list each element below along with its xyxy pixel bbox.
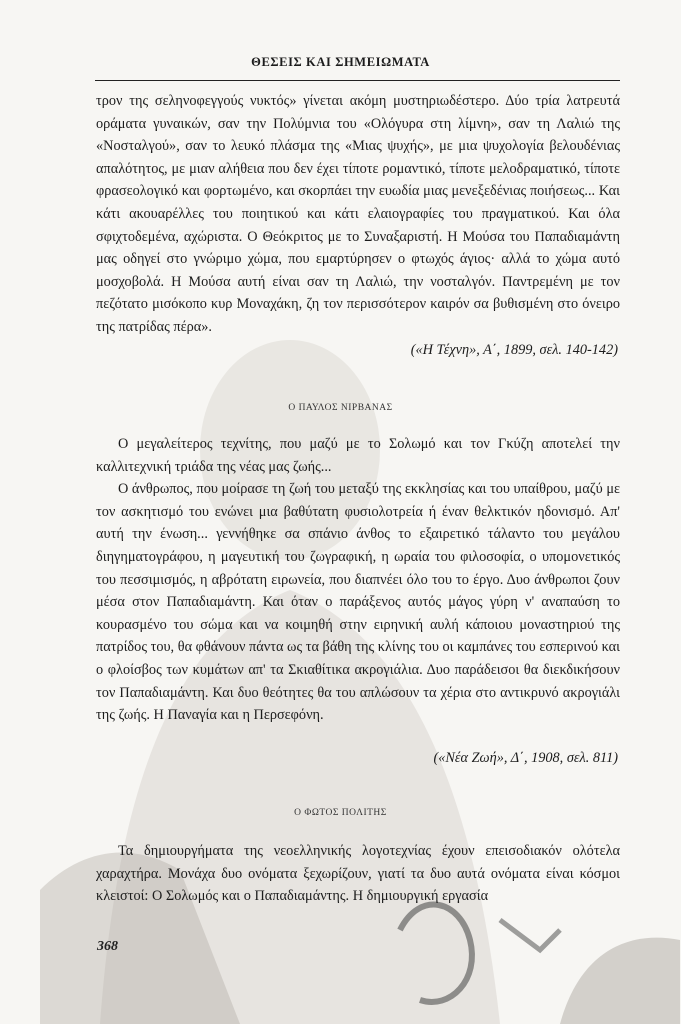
section-2: [96, 433, 620, 769]
section-3-author: Ο ΦΩΤΟΣ ΠΟΛΙΤΗΣ: [294, 808, 387, 818]
page-number: 368: [97, 939, 118, 954]
header-rule: [95, 80, 620, 81]
section-3: [96, 840, 620, 908]
section-1-paragraph: τρον της σεληνοφεγγούς νυκτός» γίνεται ακόμη μυστηριωδέστερο. Δύο τρία λατρευτά οράματα γυναικών, σαν την Πολύμνια του «Ολόγυρα στη λίμνη», σαν τη Λαλιώ της «Νοσταλγού», σαν το λευκό πλάσμα της «Μιας ψυχής», με μια ψυχολογία βελουδένιας απαλότητος, με μιαν αλήθεια που δεν έχει τίποτε ρομαντικό, τίποτε μελοδραματικό, τίποτε φρασεολογικό και φορτωμένο, και σκορπάει την ευωδία μιας μενεξεδένιας ποιήσεως... Και κάτι ακουαρέλλες του ποιητικού και κάτι ελαιογραφίες του πραγματικού. Και όλα σφιχτοδεμένα, αχώριστα. Ο Θεόκριτος με το Συναξαριστή. Η Μούσα του Παπαδιαμάντη μας οδηγεί στο γνώριμο χώμα, που εμαρτύρησεν ο φτωχός άγιος· αλλά το χώμα αυτό μοσχοβολά. Η Μούσα αυτή είναι σαν τη Λαλιώ, την νοσταλγόν. Παντρεμένη με τον πεζότατο μισόκοπο κυρ Μοναχάκη, ζη τον περισσότερον καιρόν σα βυθισμένη στο όνειρο της πατρίδας πέρα».: [96, 93, 620, 335]
running-header-title: ΘΕΣΕΙΣ ΚΑΙ ΣΗΜΕΙΩΜΑΤΑ: [251, 55, 430, 69]
section-1-citation: («Η Τέχνη», Α΄, 1899, σελ. 140-142): [410, 341, 618, 358]
section-2-citation: («Νέα Ζωή», Δ΄, 1908, σελ. 811): [433, 749, 618, 766]
section-1: [96, 90, 620, 361]
section-2-paragraph-1: Ο μεγαλείτερος τεχνίτης, που μαζύ με το Σολωμό και τον Γκύζη αποτελεί την καλλιτεχνική τριάδα της νέας μας ζωής...: [96, 436, 620, 475]
section-2-paragraph-2: Ο άνθρωπος, που μοίρασε τη ζωή του μεταξύ της εκκλησίας και του υπαίθρου, μαζύ με τον ασκητισμό του ενώνει μια βαθύτατη φυσιολοτρεία ή έναν θελκτικόν ηδονισμό. Απ' αυτή την ένωση... γεννήθηκε σα σπάνιο άνθος το εξαιρετικό τάλαντο του μεγάλου διηγηματογράφου, η μαγευτική του ζωγραφική, η ωραία του φιλοσοφία, ο υπομονετικός του πεσσιμισμός, η αβρότατη ειρωνεία, που διαπνέει όλο του το έργο. Δυο άνθρωποι ζουν μέσα στον Παπαδιαμάντη. Και όταν ο παράξενος αυτός μάγος γύρη ν' αναπαύση το κουρασμένο του σώμα και να κοιμηθή στην ειρηνική αυλή κάποιου μοναστηριού της πατρίδος του, θα φθάνουν πάντα ως τα βάθη της κλίνης του οι καμπάνες του εσπερινού και ο φλοίσβος των κυμάτων απ' τα Σκιαθίτικα ακρογιάλια. Δυο παράδεισοι θα διεκδικήσουν τον Παπαδιαμάντη. Και δυο θεότητες θα του απλώσουν τα χέρια στο αντικρυνό ακρογιάλι της ζωής. Η Παναγία και η Περσεφόνη.: [96, 481, 620, 724]
section-2-author: Ο ΠΑΥΛΟΣ ΝΙΡΒΑΝΑΣ: [288, 403, 393, 413]
section-3-paragraph: Τα δημιουργήματα της νεοελληνικής λογοτεχνίας έχουν επεισοδιακόν ολότελα χαραχτήρα. Μονάχα δυο ονόματα ξεχωρίζουν, γιατί τα δυο αυτά ονόματα είναι κόσμοι κλειστοί: Ο Σολωμός και ο Παπαδιαμάντης. Η δημιουργική εργασία: [96, 843, 620, 905]
